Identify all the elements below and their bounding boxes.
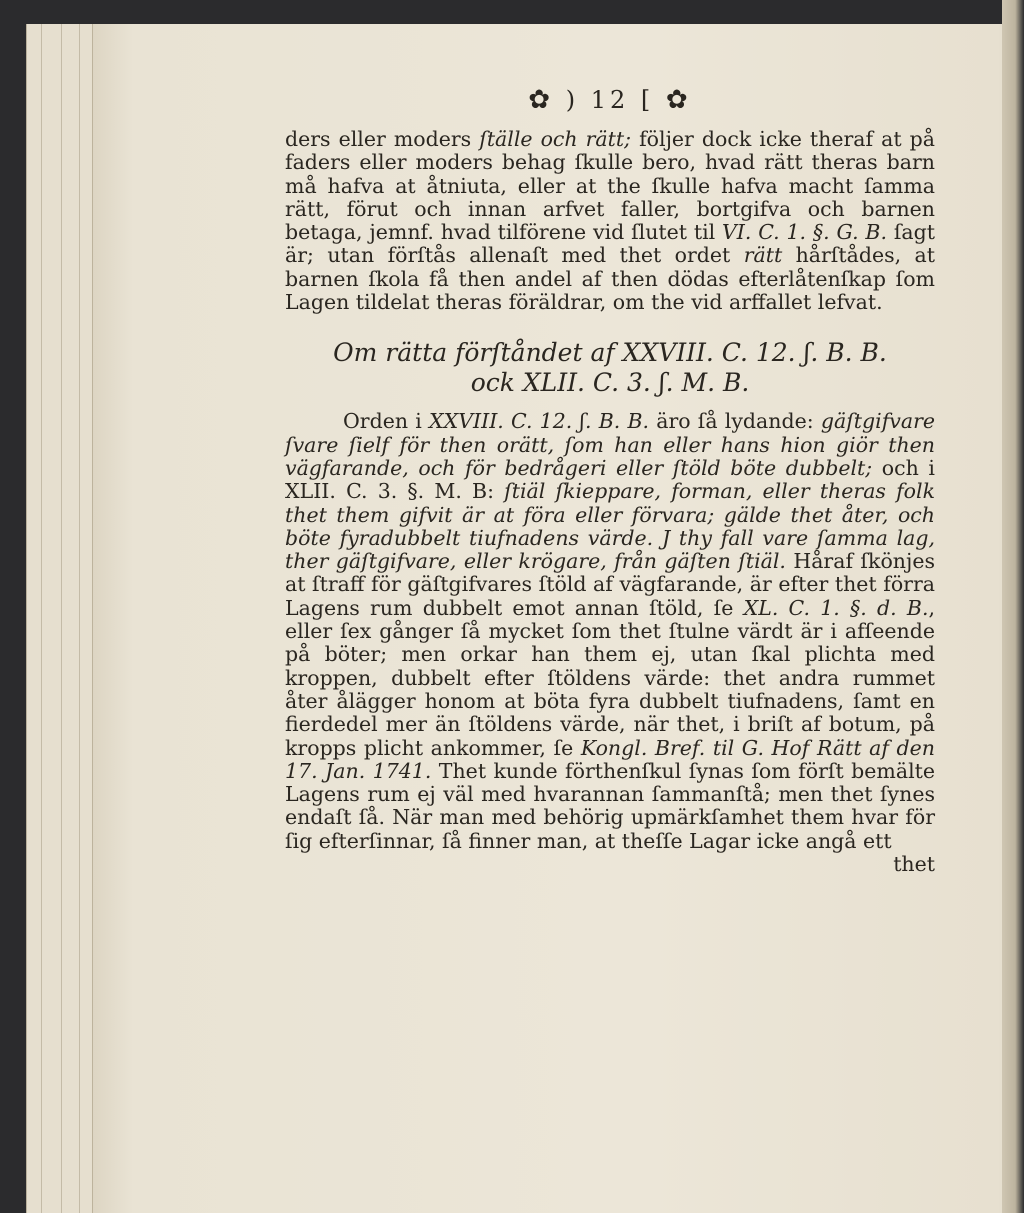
page-edge-line <box>79 24 80 1213</box>
page-fore-edge <box>1002 0 1024 1213</box>
text-run: Orden i <box>343 409 429 434</box>
paragraph-inheritance-rights <box>285 128 935 314</box>
section-heading-line-1: Om rätta förſtåndet af XXVIII. C. 12. ʃ. B. B. <box>333 338 887 368</box>
catchword: thet <box>893 852 935 877</box>
text-run: Håraf ſkönjes at ſtraff för gäſtgifvares ſtöld af vägfarande, är efter thet förra Lagens rum dubbelt emot annan ſtöld, ſe <box>285 549 935 620</box>
section-heading-line-2: ock XLII. C. 3. ʃ. M. B. <box>470 368 750 398</box>
italic-text-run: ſtiäl ſkieppare, forman, eller theras folk thet them gifvit är at föra eller förvara; gälde thet åter, och böte fyradubbelt tiufnadens värde. J thy fall vare ſamma lag, ther gäſtgifvare, eller krögare, från gäſten ſtiäl. <box>285 479 935 574</box>
italic-text-run: Kongl. Bref. til G. Hof Rätt af den 17. Jan. 1741. <box>285 735 935 783</box>
italic-text-run: XL. C. 1. §. d. B. <box>743 595 929 620</box>
text-run: äro ſå lydande: <box>649 409 821 434</box>
text-run: ſagt är; utan förſtås allenaſt med thet ordet <box>285 220 935 268</box>
text-run: , eller ſex gånger ſå mycket ſom thet ſtulne värdt är i afſeende på böter; men orkar han them ej, utan ſkal plichta med kroppen, dubbelt efter ſtöldens värde: thet andra rummet åter ålägger honom at böta fyra dubbelt tiufnadens, ſamt en fierdedel mer än ſtöldens värde, när thet, i briſt af botum, på kropps plicht ankommer, ſe <box>285 595 935 760</box>
text-run: ders eller moders <box>285 127 480 151</box>
text-run: följer dock icke theraf at på faders eller moders behag ſkulle bero, hvad rätt theras barn må hafva at åtniuta, eller at the ſkulle hafva macht ſamma rätt, förut och innan arfvet faller, bortgifva och barnen betaga, jemnf. hvad tilförene vid ſlutet til <box>285 127 936 245</box>
text-run: hårſtådes, at barnen ſkola få then andel af then dödas efterlåtenſkap ſom Lagen tildelat theras föräldrar, om the vid arffallet lefvat. <box>285 243 935 315</box>
page-number: ) 12 [ <box>565 86 655 114</box>
paragraph-innkeeper-theft <box>285 410 935 853</box>
italic-text-run: rätt <box>743 243 783 268</box>
flower-ornament-icon: ✿ <box>665 85 692 115</box>
italic-text-run: ſtälle och rätt; <box>479 127 632 151</box>
italic-text-run: gäſtgifvare ſvare ſielf för then orätt, ſom han eller hans hion giör then vägfarande, och för bedrågeri eller ſtöld böte dubbelt; <box>285 409 936 480</box>
text-run: Thet kunde förthenſkul ſynas ſom förſt bemälte Lagens rum ej väl med hvarannan ſammanſtå; men thet ſynes endaſt ſå. När man med behörig upmärkſamhet them hvar för ſig efterſinnar, ſå finner man, at theſſe Lagar icke angå ett <box>285 758 935 853</box>
page-edge-line <box>41 24 42 1213</box>
section-heading <box>285 338 935 398</box>
page-edge-line <box>61 24 62 1213</box>
running-header <box>285 80 935 120</box>
page-text-block <box>285 80 935 876</box>
text-run: och i XLII. C. 3. §. M. B: <box>285 455 935 504</box>
italic-text-run: XXVIII. C. 12. ʃ. B. B. <box>429 409 650 434</box>
flower-ornament-icon: ✿ <box>528 85 555 115</box>
italic-text-run: VI. C. 1. §. G. B. <box>722 220 888 245</box>
